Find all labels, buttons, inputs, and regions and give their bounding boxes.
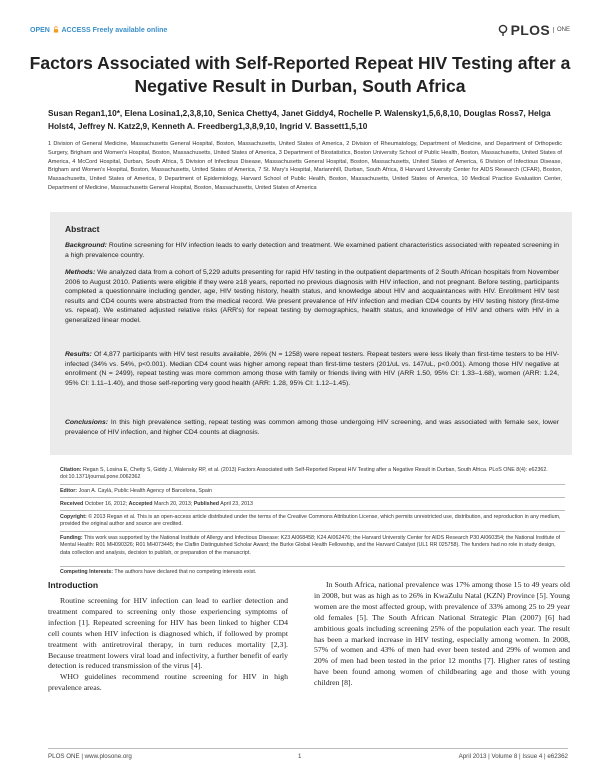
dates [60, 501, 565, 508]
abstract-heading: Abstract [65, 224, 100, 234]
plos-one-logo[interactable] [498, 22, 570, 38]
abstract-box [50, 212, 572, 455]
conclusions-label: Conclusions: [65, 419, 109, 426]
abstract-methods [65, 268, 559, 326]
footer-divider [48, 748, 568, 749]
results-label: Results: [65, 351, 92, 358]
divider [60, 531, 565, 532]
methods-text: We analyzed data from a cohort of 5,229 adults presenting for rapid HIV testing in the outpatient departments of 2 South African hospitals from November 2006 to August 2010. Patients were eligible if they were ≥18 years, reported no previous diagnosis with HIV infection, and not pregnant. Before testing, participants completed a questionnaire including gender, age, HIV testing history, health status, and knowledge about HIV and acquaintances with HIV. Enrollment HIV test results and CD4 counts were abstracted from the medical record. We present prevalence of HIV infection and median CD4 counts by HIV testing history (first-time vs. repeat). We estimated adjusted relative risks (ARR's) for repeat testing by demographics, health status, and knowledge of HIV and others with HIV in a generalized linear model. [65, 269, 559, 324]
competing-label: Competing Interests: [60, 569, 113, 575]
divider [60, 497, 565, 498]
background-text: Routine screening for HIV infection leads to early detection and treatment. We examined patient characteristics associated with repeated screening in a high prevalence country. [65, 242, 560, 259]
methods-label: Methods: [65, 269, 96, 276]
funding-label: Funding: [60, 535, 83, 541]
funding-text: This work was supported by the National Institute of Allergy and Infectious Disease: K23 AI068458; K24 AI062476; the Harvard University Center for AIDS Research P30 AI060354; the National Institute of Mental Health: R01 MH090326; R01 MH073445; the Claflin Distinguished Scholar Award; the Burke Global Health Fellowship, and the Harvard Catalyst (UL1 RR 025758). The funders had no role in study design, data collection and analysis, decision to publish, or preparation of the manuscript. [60, 535, 561, 556]
copyright [60, 514, 565, 529]
copyright-text: © 2013 Regan et al. This is an open-access article distributed under the terms of the Creative Commons Attribution License, which permits unrestricted use, distribution, and reproduction in any medium, provided the original author and source are credited. [60, 514, 561, 528]
footer-issue: April 2013 | Volume 8 | Issue 4 | e62362 [458, 753, 568, 760]
abstract-conclusions [65, 418, 559, 437]
intro-paragraph-2: WHO guidelines recommend routine screening for HIV in high prevalence areas. [48, 672, 288, 693]
copyright-label: Copyright: [60, 514, 87, 520]
citation-label: Citation: [60, 467, 82, 473]
published-label: Published [193, 501, 220, 507]
conclusions-text: In this high prevalence setting, repeat testing was common among those undergoing HIV screening, and was associated with female sex, lower prevalence of HIV infection, and higher CD4 counts at diagnosis. [65, 419, 559, 436]
competing-interests [60, 569, 565, 576]
plos-mark-icon [498, 24, 508, 36]
introduction-heading: Introduction [48, 580, 99, 590]
accepted-label: Accepted [128, 501, 153, 507]
open-access-badge[interactable] [30, 26, 167, 34]
plos-logo-sub: ONE [553, 27, 570, 33]
editor-text: Joan A. Caylà, Public Health Agency of Barcelona, Spain [78, 488, 212, 494]
funding [60, 535, 565, 557]
results-text: Of 4,877 participants with HIV test results available, 26% (N = 1258) were repeat testers. Repeat testers were less likely than first-time testers to be HIV-infected (34% vs. 54%, p<0.001). Median CD4 count was higher among repeat than first-time testers (201/uL vs. 147/uL, p<0.001). Among those HIV negative at enrollment (N = 2499), repeat testing was more common among those with family or friends living with HIV (ARR 1.50, 95% CI: 1.33–1.68), women (ARR: 1.24, 95% CI: 1.11–1.40), and those self-reporting very good health (ARR: 1.28, 95% CI: 1.12–1.45). [65, 351, 560, 387]
oa-open-text: OPEN [30, 27, 50, 34]
oa-access-text: ACCESS [61, 27, 91, 34]
abstract-background [65, 241, 559, 260]
intro-paragraph-1: Routine screening for HIV infection can lead to earlier detection and treatment compared to screening only those experiencing symptoms of infection [1]. Repeated screening for HIV has been linked to higher CD4 cell counts when HIV infection is diagnosed which, if followed by prompt treatment with antiretroviral therapy, in turn reduces mortality [2,3]. Because treatment lowers viral load and infectivity, a further benefit of early detection is reduced transmission of the virus [4]. [48, 596, 288, 671]
open-lock-icon [53, 26, 59, 33]
citation [60, 467, 565, 482]
plos-logo-text: PLOS [510, 22, 550, 38]
citation-text[interactable]: Regan S, Losina E, Chetty S, Giddy J, Walensky RP, et al. (2013) Factors Associated with Self-Reported Repeat HIV Testing after a Negative Result in Durban, South Africa. PLoS ONE 8(4): e62362. doi:10.1371/journal.pone.0062362 [60, 467, 548, 481]
divider [60, 484, 565, 485]
received-date: October 16, 2012; [84, 501, 128, 507]
background-label: Background: [65, 242, 107, 249]
divider [60, 510, 565, 511]
received-label: Received [60, 501, 84, 507]
intro-paragraph-3: In South Africa, national prevalence was 17% among those 15 to 49 years old in 2008, but was as high as to 26% in KwaZulu Natal (KZN) Province [5]. Young women are the most affected group, with prevalence of 33% among 25 to 29 year old females [5]. The South African National Strategic Plan (2007) [6] had ambitious goals including screening 25% of the population each year. The result has been a marked increase in HIV testing, especially among women. In 2008, 57% of women and 43% of men had ever been tested and 29% of women and 20% of men had been tested in the prior 12 months [7]. Higher rates of testing have been found among women of childbearing age and those with young children [8]. [314, 580, 570, 688]
abstract-results [65, 350, 559, 388]
freely-available-text: Freely available online [92, 27, 168, 34]
author-list [48, 107, 568, 133]
published-date: April 23, 2013 [220, 501, 253, 507]
affiliations: 1 Division of General Medicine, Massachusetts General Hospital, Boston, Massachusetts, United States of America, 2 Division of Rheumatology, Department of Medicine, and Department of Orthopedic Surgery, Brigham and Women's Hospital, Boston, Massachusetts, United States of America, 3 Department of Biostatistics, Boston University School of Public Health, Boston, Massachusetts, United States of America, 4 McCord Hospital, Durban, South Africa, 5 Division of Infectious Disease, Massachusetts General Hospital, Boston, Massachusetts, United States of America, 6 Division of Infectious Disease, Brigham and Women's Hospital, Boston, Massachusetts, United States of America, 7 St. Mary's Hospital, Mariannhill, Durban, South Africa, 8 Harvard University Center for AIDS Research (CFAR), Boston, Massachusetts, United States of America, 9 Department of Epidemiology, Harvard School of Public Health, Boston, Massachusetts, United States of America, 10 Medical Practice Evaluation Center, Department of Medicine, Massachusetts General Hospital, Boston, Massachusetts, United States of America [48, 141, 562, 191]
footer-journal[interactable]: PLOS ONE | www.plosone.org [48, 753, 132, 760]
editor [60, 488, 565, 495]
divider [60, 566, 565, 567]
journal-header [30, 24, 570, 38]
accepted-date: March 20, 2013; [153, 501, 193, 507]
editor-label: Editor: [60, 488, 78, 494]
left-column [48, 596, 288, 694]
right-column [314, 580, 570, 689]
authors-text: Susan Regan1,10*, Elena Losina1,2,3,8,10, Senica Chetty4, Janet Giddy4, Rochelle P. Walensky1,5,6,8,10, Douglas Ross7, Helga Holst4, Jeffrey N. Katz2,9, Kenneth A. Freedberg1,3,8,9,10, Ingrid V. Bassett1,5,10 [48, 108, 551, 131]
competing-text: The authors have declared that no competing interests exist. [114, 569, 257, 575]
page-number: 1 [298, 753, 302, 760]
article-title: Factors Associated with Self-Reported Repeat HIV Testing after a Negative Result in Durban, South Africa [29, 53, 571, 96]
